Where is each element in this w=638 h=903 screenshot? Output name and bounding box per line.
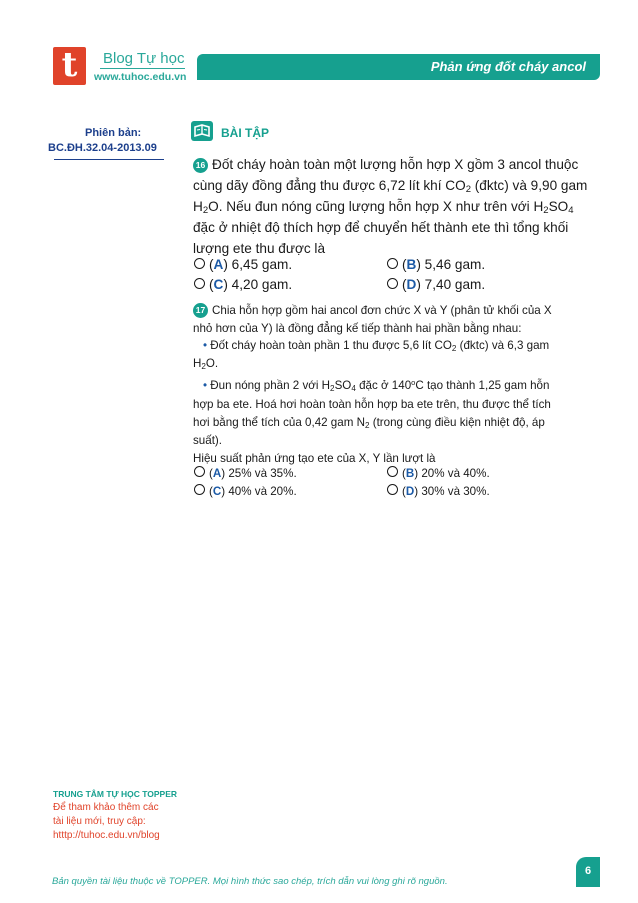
- radio-circle-icon: [194, 258, 205, 269]
- problem-17-line-6: hợp ba ete. Hoá hơi hoàn toàn hỗn hợp ba ete trên, thu được thể tích: [193, 398, 551, 411]
- version-code: BC.ĐH.32.04-2013.09: [48, 142, 157, 154]
- radio-circle-icon: [194, 278, 205, 289]
- version-label: Phiên bản:: [85, 127, 142, 139]
- footer-blog-link[interactable]: htttp://tuhoc.edu.vn/blog: [53, 830, 160, 841]
- problem-17-line-9: Hiệu suất phản ứng tạo ete của X, Y lần lượt là: [193, 452, 436, 465]
- radio-circle-icon: [387, 258, 398, 269]
- problem-17-line-1: 17 Chia hỗn hợp gồm hai ancol đơn chức X và Y (phân tử khối của X: [193, 302, 591, 321]
- problem-17-line-2: nhỏ hơn của Y) là đồng đẳng kế tiếp thành hai phần bằng nhau:: [193, 322, 522, 335]
- radio-circle-icon: [194, 466, 205, 477]
- page-number-badge: [576, 857, 600, 887]
- problem-16-line-2: cùng dãy đồng đẳng thu được 6,72 lít khí $CO_2$ (đktc) và 9,90 gam: [193, 178, 588, 195]
- option-16-b[interactable]: (B) 5,46 gam.: [387, 257, 485, 272]
- option-17-b[interactable]: (B) 20% và 40%.: [387, 466, 490, 480]
- radio-circle-icon: [387, 466, 398, 477]
- page-number: 6: [584, 865, 592, 877]
- radio-circle-icon: [387, 278, 398, 289]
- option-17-a[interactable]: (A) 25% và 35%.: [194, 466, 297, 480]
- page-title: Phản ứng đốt cháy ancol: [430, 59, 586, 74]
- option-17-c[interactable]: (C) 40% và 20%.: [194, 484, 297, 498]
- blog-title: Blog Tự học: [103, 50, 185, 67]
- radio-circle-icon: [387, 484, 398, 495]
- problem-17-number-badge: 17: [193, 303, 208, 318]
- problem-16-number-badge: 16: [193, 158, 208, 173]
- option-16-a[interactable]: (A) 6,45 gam.: [194, 257, 292, 272]
- version-rule: [54, 159, 164, 160]
- copyright-notice: Bản quyền tài liệu thuộc về TOPPER. Mọi hình thức sao chép, trích dẫn vui lòng ghi rõ nguồn.: [52, 876, 448, 887]
- problem-17-line-4: $H_2O$.: [193, 357, 219, 371]
- problem-17-line-5: • Đun nóng phần 2 với $H_2SO_4$ đặc ở 140$^o$C tạo thành 1,25 gam hỗn: [203, 378, 550, 393]
- problem-16-line-1: 16 Đốt cháy hoàn toàn một lượng hỗn hợp X gồm 3 ancol thuộc: [193, 154, 591, 176]
- section-title: BÀI TẬP: [221, 126, 269, 140]
- blog-url-link[interactable]: www.tuhoc.edu.vn: [94, 71, 187, 83]
- problem-17-line-3: • Đốt cháy hoàn toàn phần 1 thu được 5,6 lít $CO_2$ (đktc) và 6,3 gam: [203, 339, 550, 353]
- problem-17-line-8: suất).: [193, 434, 222, 447]
- option-17-d[interactable]: (D) 30% và 30%.: [387, 484, 490, 498]
- site-logo[interactable]: [53, 47, 86, 85]
- footer-line-2: tài liệu mới, truy cập:: [53, 816, 146, 827]
- logo-letter: t: [61, 45, 78, 85]
- problem-16-line-3: $H_2O$. Nếu đun nóng cũng lượng hỗn hợp X như trên với $H_2SO_4$: [193, 199, 574, 216]
- blog-title-rule: [100, 68, 185, 69]
- book-icon: [191, 121, 213, 141]
- problem-16-line-5: lượng ete thu được là: [193, 241, 326, 256]
- radio-circle-icon: [194, 484, 205, 495]
- option-16-c[interactable]: (C) 4,20 gam.: [194, 277, 292, 292]
- problem-17-line-7: hơi bằng thể tích của 0,42 gam $N_2$ (trong cùng điều kiện nhiệt độ, áp: [193, 416, 545, 430]
- footer-line-1: Để tham khảo thêm các: [53, 802, 159, 813]
- page-banner: [197, 54, 600, 80]
- footer-center-name: TRUNG TÂM TỰ HỌC TOPPER: [53, 789, 178, 799]
- problem-16-line-4: đặc ở nhiệt độ thích hợp để chuyển hết thành ete thì tổng khối: [193, 220, 569, 235]
- option-16-d[interactable]: (D) 7,40 gam.: [387, 277, 485, 292]
